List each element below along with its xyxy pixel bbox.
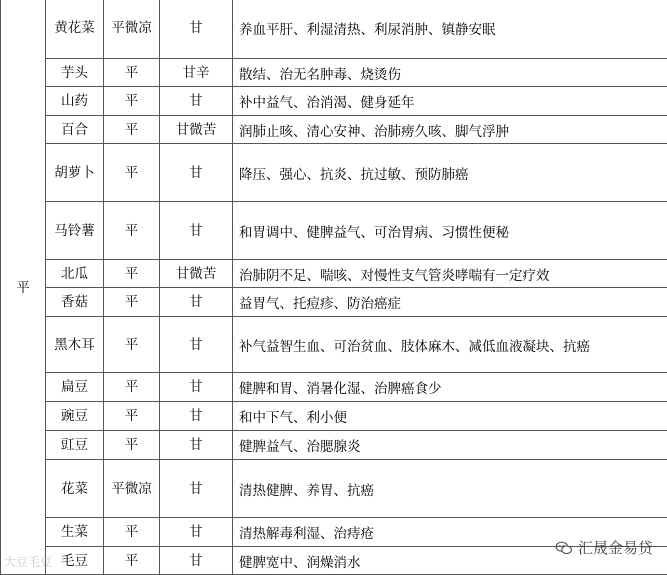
effect-cell: 和胃调中、健脾益气、可治胃病、习惯性便秘 bbox=[233, 202, 667, 260]
flavor-cell: 甘 bbox=[160, 373, 233, 402]
effect-cell: 养血平肝、利湿清热、利尿消肿、镇静安眠 bbox=[233, 0, 667, 59]
nature-cell: 平 bbox=[104, 288, 160, 317]
flavor-cell: 甘 bbox=[160, 518, 233, 547]
table-row bbox=[1, 87, 667, 116]
flavor-cell: 甘 bbox=[160, 460, 233, 518]
watermark-right bbox=[555, 537, 653, 558]
nature-cell: 平 bbox=[104, 202, 160, 260]
flavor-cell: 甘辛 bbox=[160, 59, 233, 87]
watermark-account-name: 汇晟金易贷 bbox=[578, 537, 653, 558]
nature-cell: 平 bbox=[104, 59, 160, 87]
effect-cell: 健脾益气、治腮腺炎 bbox=[233, 431, 667, 460]
name-cell: 花菜 bbox=[46, 460, 104, 518]
effect-cell: 益胃气、托痘疹、防治癌症 bbox=[233, 288, 667, 317]
flavor-cell: 甘微苦 bbox=[160, 260, 233, 288]
effect-cell: 和中下气、利小便 bbox=[233, 402, 667, 431]
flavor-cell: 甘微苦 bbox=[160, 116, 233, 144]
nature-cell: 平 bbox=[104, 431, 160, 460]
nature-cell: 平 bbox=[104, 518, 160, 547]
flavor-cell: 甘 bbox=[160, 402, 233, 431]
nature-cell: 平 bbox=[104, 260, 160, 288]
nature-cell: 平 bbox=[104, 144, 160, 202]
table-row bbox=[1, 0, 667, 59]
nature-cell: 平微凉 bbox=[104, 0, 160, 59]
effect-cell: 补气益智生血、可治贫血、肢体麻木、减低血液凝块、抗癌 bbox=[233, 317, 667, 373]
nature-cell: 平 bbox=[104, 547, 160, 575]
table-body bbox=[1, 0, 667, 575]
nature-cell: 平 bbox=[104, 87, 160, 116]
flavor-cell: 甘 bbox=[160, 288, 233, 317]
effect-cell: 清热健脾、养胃、抗癌 bbox=[233, 460, 667, 518]
name-cell: 胡萝卜 bbox=[46, 144, 104, 202]
name-cell: 扁豆 bbox=[46, 373, 104, 402]
name-cell: 豌豆 bbox=[46, 402, 104, 431]
watermark-left: 大豆毛豆 bbox=[4, 553, 52, 570]
flavor-cell: 甘 bbox=[160, 547, 233, 575]
wechat-icon bbox=[555, 541, 573, 555]
table-row bbox=[1, 431, 667, 460]
name-cell: 山药 bbox=[46, 87, 104, 116]
name-cell: 香菇 bbox=[46, 288, 104, 317]
nature-cell: 平 bbox=[104, 116, 160, 144]
nature-cell: 平 bbox=[104, 373, 160, 402]
nature-cell: 平 bbox=[104, 317, 160, 373]
name-cell: 黄花菜 bbox=[46, 0, 104, 59]
effect-cell: 散结、治无名肿毒、烧烫伤 bbox=[233, 59, 667, 87]
flavor-cell: 甘 bbox=[160, 87, 233, 116]
effect-cell: 补中益气、治消渴、健身延年 bbox=[233, 87, 667, 116]
name-cell: 豇豆 bbox=[46, 431, 104, 460]
name-cell: 北瓜 bbox=[46, 260, 104, 288]
name-cell: 生菜 bbox=[46, 518, 104, 547]
flavor-cell: 甘 bbox=[160, 431, 233, 460]
table-row bbox=[1, 402, 667, 431]
effect-cell: 健脾和胃、消暑化湿、治脾癌食少 bbox=[233, 373, 667, 402]
table-row bbox=[1, 59, 667, 87]
table-row bbox=[1, 116, 667, 144]
name-cell: 芋头 bbox=[46, 59, 104, 87]
nature-cell: 平 bbox=[104, 402, 160, 431]
table-row bbox=[1, 202, 667, 260]
flavor-cell: 甘 bbox=[160, 317, 233, 373]
flavor-cell: 甘 bbox=[160, 0, 233, 59]
table-row bbox=[1, 460, 667, 518]
table-row bbox=[1, 373, 667, 402]
name-cell: 毛豆 bbox=[46, 547, 104, 575]
table-row bbox=[1, 288, 667, 317]
name-cell: 百合 bbox=[46, 116, 104, 144]
effect-cell: 降压、强心、抗炎、抗过敏、预防肺癌 bbox=[233, 144, 667, 202]
effect-cell: 清热解毒利湿、治痔疮 bbox=[233, 518, 667, 547]
flavor-cell: 甘 bbox=[160, 202, 233, 260]
table-row bbox=[1, 144, 667, 202]
effect-cell: 润肺止咳、清心安神、治肺痨久咳、脚气浮肿 bbox=[233, 116, 667, 144]
effect-cell: 健脾宽中、润燥消水 bbox=[233, 547, 667, 575]
name-cell: 黑木耳 bbox=[46, 317, 104, 373]
nature-cell: 平微凉 bbox=[104, 460, 160, 518]
category-cell: 平 bbox=[1, 0, 46, 575]
effect-cell: 治肺阴不足、喘咳、对慢性支气管炎哮喘有一定疗效 bbox=[233, 260, 667, 288]
flavor-cell: 甘 bbox=[160, 144, 233, 202]
table-row bbox=[1, 317, 667, 373]
table-row bbox=[1, 260, 667, 288]
name-cell: 马铃薯 bbox=[46, 202, 104, 260]
